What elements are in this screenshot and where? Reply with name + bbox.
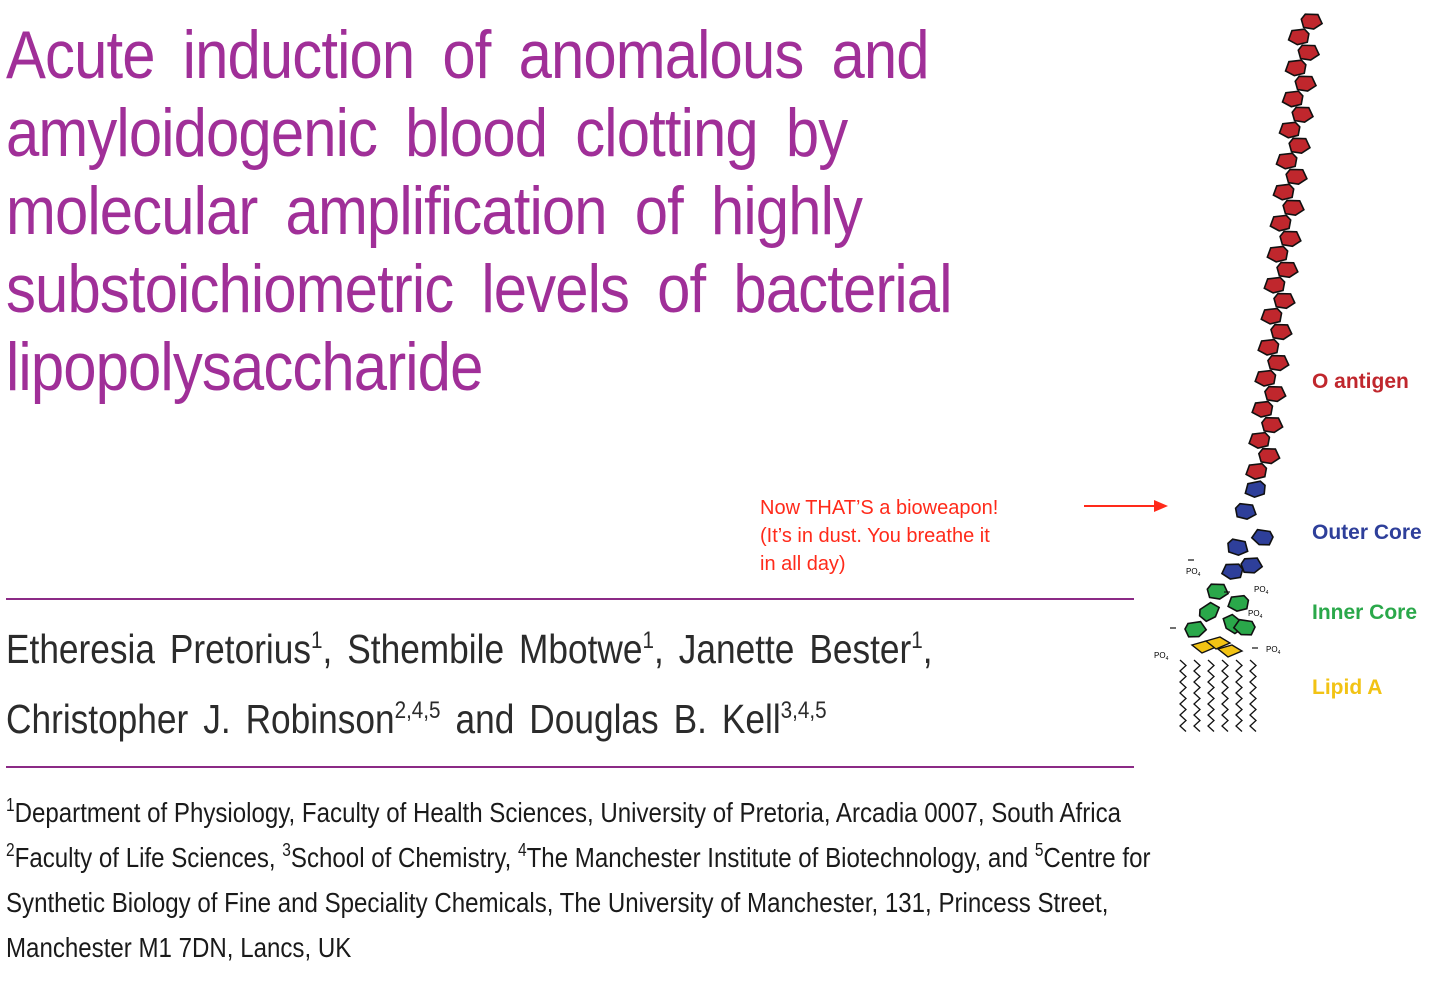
affiliation-line: Manchester M1 7DN, Lancs, UK (6, 932, 352, 963)
affiliation-1: Department of Physiology, Faculty of Health Sciences, University of Pretoria, Arcadia 0007, South Africa (14, 797, 1122, 828)
legend-inner-core: Inner Core (1312, 601, 1418, 624)
affiliation-2: Faculty of Life Sciences, (14, 842, 276, 873)
title-line: molecular amplification of highly (6, 173, 863, 249)
affiliation-4: The Manchester Institute of Biotechnology, and (526, 842, 1029, 873)
fatty-acid-tail (1236, 660, 1242, 732)
fatty-acid-tail (1208, 660, 1214, 732)
affiliation-marker: 2 (6, 840, 15, 860)
sugar-unit (1197, 601, 1222, 623)
legend-outer-core: Outer Core (1312, 521, 1422, 544)
paper-title (6, 16, 1000, 406)
author-affiliation: 2,4,5 (394, 697, 441, 724)
author-affiliation: 1 (911, 627, 923, 654)
author-name: Etheresia Pretorius (6, 626, 312, 672)
sugar-unit (1233, 499, 1259, 523)
author-name: Christopher J. Robinson (6, 696, 395, 742)
title-line: substoichiometric levels of bacterial (6, 251, 952, 327)
phosphate-label: $PO_4$ (1266, 645, 1281, 656)
phosphate-label: $PO_4$ (1248, 609, 1263, 620)
affiliation-marker: 1 (6, 795, 15, 815)
lipopolysaccharide-diagram (1140, 10, 1340, 750)
sugar-unit (1251, 527, 1275, 547)
author-joiner: and (455, 696, 515, 742)
title-line: lipopolysaccharide (6, 329, 483, 405)
author-list: Etheresia Pretorius$^1$, Sthembile Mbotwe$^1$, Janette Bester$^1$, Christopher J. Robinson$^{2,4,5}$ and Douglas B. Kell$^{3,4,5}$ (6, 626, 933, 742)
affiliation-3: School of Chemistry, (290, 842, 512, 873)
sugar-unit (1205, 580, 1231, 603)
annotation-line: (It’s in dust. You breathe it (760, 525, 990, 547)
title-line: Acute induction of anomalous and (6, 17, 929, 93)
affiliation-line: Synthetic Biology of Fine and Speciality Chemicals, The University of Manchester, 131, Princess Street, (6, 887, 1109, 918)
fatty-acid-tail (1194, 660, 1200, 732)
author-affiliation: 3,4,5 (780, 697, 827, 724)
fatty-acid-tail (1250, 660, 1256, 732)
sugar-unit (1224, 535, 1251, 560)
affiliation-5: Centre for (1043, 842, 1151, 873)
bottom-divider (6, 766, 1134, 768)
top-divider (6, 598, 1134, 600)
lipid-a-group (1192, 637, 1242, 657)
inner-core-group (1184, 580, 1256, 640)
fatty-acid-tail (1180, 660, 1186, 732)
phosphate-label: $PO_4$ (1154, 651, 1169, 662)
sugar-unit (1184, 619, 1208, 639)
annotation-line: in all day) (760, 553, 846, 575)
affiliations (6, 790, 1150, 970)
annotation-line: Now THAT’S a bioweapon! (760, 497, 999, 519)
annotation-note (760, 494, 1090, 578)
phosphate-label: $PO_4$ (1186, 567, 1201, 578)
author-name: Douglas B. Kell (529, 696, 781, 742)
sugar-unit (1242, 477, 1269, 502)
affiliation-line (6, 790, 1150, 835)
sugar-unit (1239, 554, 1264, 576)
affiliation-marker: 3 (282, 840, 291, 860)
legend-lipid-a: Lipid A (1312, 676, 1383, 699)
fatty-acid-tail (1222, 660, 1228, 732)
legend-o-antigen: O antigen (1312, 370, 1409, 393)
outer-core-group (1220, 477, 1275, 583)
affiliation-marker: 5 (1034, 840, 1044, 860)
author-affiliation: 1 (311, 627, 323, 654)
author-affiliation: 1 (642, 627, 654, 654)
title-line: amyloidogenic blood clotting by (6, 95, 848, 171)
author-name: Sthembile Mbotwe (347, 626, 643, 672)
phosphate-label: $PO_4$ (1254, 585, 1269, 596)
author-name: Janette Bester (678, 626, 912, 672)
o-antigen-chain (1243, 10, 1324, 483)
affiliation-line (6, 835, 1150, 880)
affiliation-marker: 4 (517, 840, 527, 860)
